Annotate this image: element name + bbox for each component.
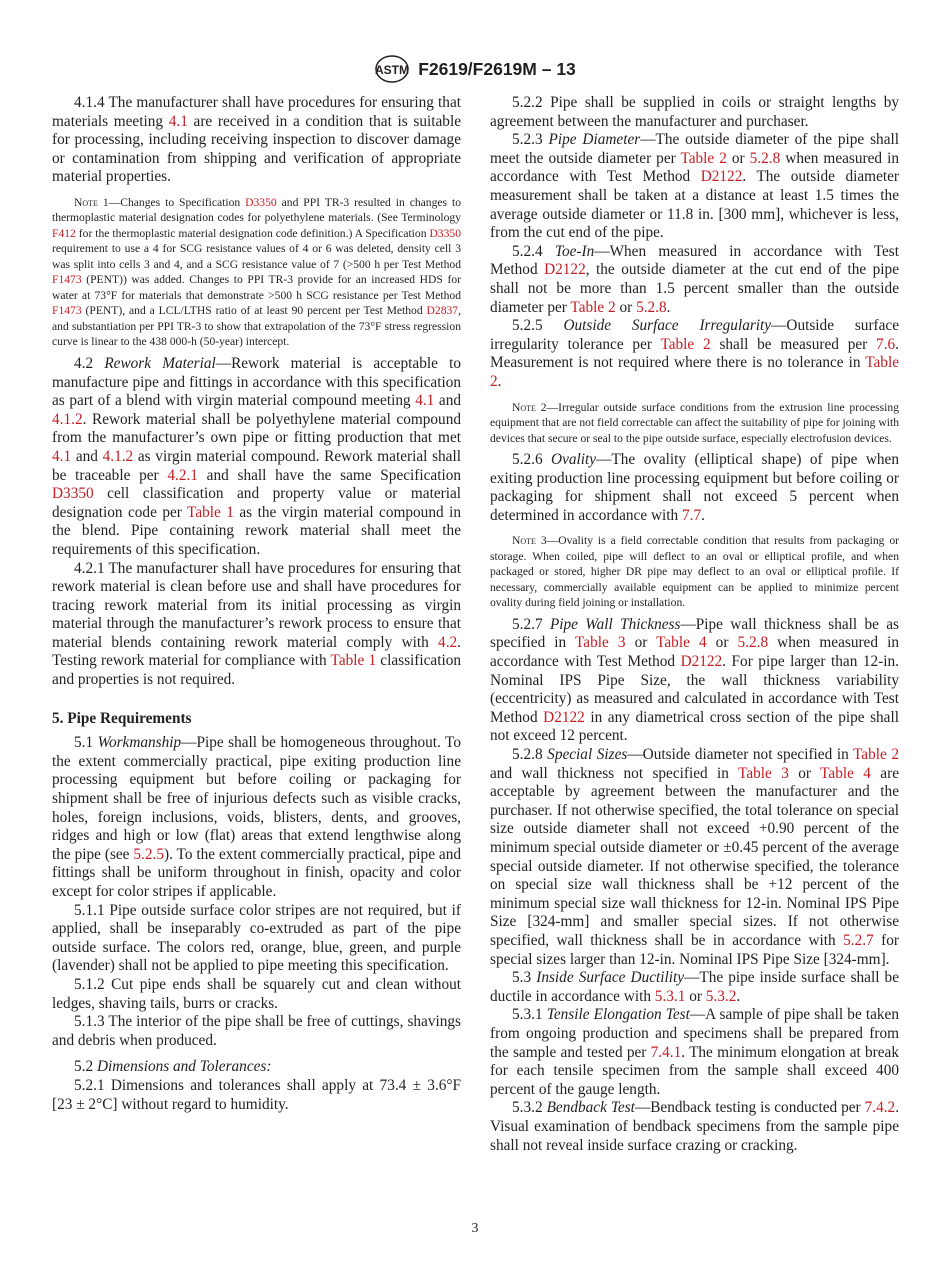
text-run: . The minimum elongation at break for each tensile specimen from the sample shall exceed 400 percent of the gauge length. bbox=[490, 1043, 899, 1098]
paragraph bbox=[52, 560, 461, 690]
note-label: Note bbox=[512, 400, 536, 414]
paragraph bbox=[490, 131, 899, 243]
text-run: (PENT)) was added. Changes to PPI TR-3 provide for an increased HDS for water at 73°F for materials that demonstrate >500 h SCG resistance per Test Method bbox=[52, 273, 461, 302]
text-run: —Outside diameter not specified in bbox=[627, 746, 854, 764]
paragraph bbox=[52, 1013, 461, 1050]
section-title: Toe-In bbox=[554, 242, 595, 260]
cross-reference-link[interactable]: F412 bbox=[52, 226, 76, 240]
cross-reference-link[interactable]: D3350 bbox=[52, 485, 94, 503]
text-run: are received in a condition that is suitable for processing, including receiving inspection to discover damage or contamination from shipping and verification of appropriate material properties. bbox=[52, 112, 461, 186]
paragraph bbox=[52, 1077, 461, 1114]
text-run: 5.2.5 bbox=[512, 317, 564, 335]
text-run: —The outside diameter of the pipe shall meet the outside diameter per bbox=[490, 131, 899, 167]
cross-reference-link[interactable]: 5.3.1 bbox=[654, 987, 686, 1005]
section-title: Rework Material bbox=[104, 354, 216, 372]
text-run: or bbox=[615, 298, 637, 316]
paragraph bbox=[52, 1058, 461, 1077]
note-paragraph bbox=[490, 400, 899, 447]
cross-reference-link[interactable]: 4.2 bbox=[438, 633, 458, 651]
cross-reference-link[interactable]: D3350 bbox=[245, 195, 277, 209]
text-run: . Measurement is not required where there is no tolerance in bbox=[490, 335, 899, 372]
text-run: . bbox=[701, 506, 705, 524]
cross-reference-link[interactable]: 7.4.1 bbox=[650, 1043, 682, 1061]
text-run: and shall have the same Specification bbox=[197, 466, 462, 484]
cross-reference-link[interactable]: D2122 bbox=[544, 261, 586, 279]
text-run: 5.3.2 bbox=[512, 1099, 547, 1117]
section-title: Pipe Wall Thickness bbox=[549, 615, 681, 633]
text-run: . bbox=[666, 298, 671, 316]
text-run: requirement to use a 4 for SCG resistance values of 4 or 6 was deleted, density cell 3 was split into cells 3 and 4, and a SCG resistance value of 7 (>500 h per Test Method bbox=[52, 242, 461, 271]
text-run: 3—Ovality is a field correctable condition that results from packaging or storage. When coiled, pipe will deflect to an oval or elliptical profile, and when packaged or stored, higher DR pipe may deflect to an oval or elliptical profile. If necessary, commercially available equipment can be applied to minimize percent ovality during field joining or installation. bbox=[490, 534, 899, 610]
cross-reference-link[interactable]: 5.2.8 bbox=[749, 149, 781, 167]
section-title: Inside Surface Ductility bbox=[536, 969, 685, 987]
cross-reference-link[interactable]: D2837 bbox=[426, 304, 459, 318]
text-run: for special sizes larger than 12-in. Nominal IPS Pipe Size [324-mm]. bbox=[490, 931, 899, 968]
paragraph bbox=[490, 1006, 899, 1099]
text-run: in any diametrical cross section of the pipe shall not exceed 12 percent. bbox=[490, 708, 899, 745]
text-run: 1—Changes to Specification bbox=[97, 195, 246, 209]
text-run: 5.1.3 The interior of the pipe shall be free of cuttings, shavings and debris when produced. bbox=[52, 1013, 461, 1049]
text-run: 5. Pipe Requirements bbox=[52, 709, 192, 727]
cross-reference-link[interactable]: D2122 bbox=[700, 168, 743, 186]
text-run: 4.2 bbox=[74, 354, 105, 372]
cross-reference-link[interactable]: 5.2.8 bbox=[636, 298, 667, 316]
cross-reference-link[interactable]: 5.3.2 bbox=[705, 987, 737, 1005]
text-run: —Pipe shall be homogeneous throughout. To the extent commercially practical, pipe exiting production line processing equipment but before coiling or packaging for shipment shall be free of injurious defects such as visible cracks, holes, foreign inclusions, voids, blisters, dents, and grooves, ridges and high or low (flat) areas that extend lengthwise along the pipe (see bbox=[52, 734, 461, 863]
text-run: , and substantiation per PPI TR-3 to show that extrapolation of the 73°F stress regression curve is linear to the 438 000-h (50-year) intercept. bbox=[52, 304, 461, 349]
svg-text:ASTM: ASTM bbox=[375, 63, 410, 77]
cross-reference-link[interactable]: Table 2 bbox=[680, 149, 727, 167]
cross-reference-link[interactable]: 4.1.2 bbox=[102, 447, 134, 465]
text-run: 5.1 bbox=[74, 734, 98, 752]
paragraph bbox=[52, 976, 461, 1013]
text-run: cell classification and property value or material designation code per bbox=[52, 485, 461, 521]
cross-reference-link[interactable]: 4.2.1 bbox=[167, 466, 198, 484]
right-column bbox=[490, 94, 899, 1155]
section-title: Tensile Elongation Test bbox=[546, 1006, 690, 1024]
cross-reference-link[interactable]: F1473 bbox=[52, 304, 82, 318]
paragraph bbox=[52, 355, 461, 560]
left-column bbox=[52, 94, 461, 1114]
cross-reference-link[interactable]: 5.2.5 bbox=[133, 845, 164, 863]
cross-reference-link[interactable]: 7.7 bbox=[681, 506, 702, 524]
paragraph bbox=[490, 451, 899, 525]
cross-reference-link[interactable]: Table 2 bbox=[570, 298, 616, 316]
page-header bbox=[0, 54, 950, 84]
text-run: 2—Irregular outside surface conditions from the extrusion line processing equipment that are not field correctable can affect the suitability of pipe for joining with devices that secure or seal to the pipe outside surface, especially electrofusion devices. bbox=[490, 400, 899, 445]
paragraph bbox=[52, 94, 461, 187]
cross-reference-link[interactable]: 4.1 bbox=[168, 112, 188, 130]
section-title: Special Sizes bbox=[547, 746, 628, 764]
cross-reference-link[interactable]: D2122 bbox=[543, 708, 585, 726]
paragraph bbox=[490, 1099, 899, 1155]
text-run: 5.2.7 bbox=[512, 615, 550, 633]
section-title: Workmanship bbox=[97, 734, 182, 752]
note-paragraph bbox=[490, 533, 899, 611]
text-run: ). To the extent commercially practical, pipe and fittings shall be uniform throughout in finish, opacity and color except for color stripes if applicable. bbox=[52, 845, 461, 900]
section-title: Pipe Diameter bbox=[548, 131, 641, 149]
text-run: as the virgin material compound in the blend. Pipe containing rework material shall meet the requirements of this specification. bbox=[52, 503, 461, 558]
cross-reference-link[interactable]: D3350 bbox=[429, 226, 461, 240]
text-run: . The outside diameter measurement shall be taken at a distance at least 1.5 times the average outside diameter or 11.8 in. [300 mm], whichever is less, from the cut end of the pipe. bbox=[490, 168, 899, 242]
text-run: and wall thickness not specified in bbox=[490, 764, 739, 782]
text-run: —Rework material is acceptable to manufacture pipe and fittings in accordance with this specification as part of a blend with virgin material compound meeting bbox=[52, 354, 461, 410]
text-run: 5.2.3 bbox=[512, 131, 549, 149]
paragraph bbox=[490, 616, 899, 746]
text-run: —The pipe inside surface shall be ductile in accordance with bbox=[490, 969, 899, 1005]
text-run: are acceptable by agreement between the manufacturer and the purchaser. If not otherwise specified, the total tolerance on special size outside diameter shall not exceed +0.90 percent of the minimum special outside diameter or ±0.45 percent of the average special outside diameter. If not otherwise specified, the tolerance on special size wall thickness shall be +12 percent of the minimum special size wall thickness for 12-in. Nominal IPS Pipe Size [324-mm] and smaller special sizes. If not otherwise specified, wall thickness shall be in accordance with bbox=[490, 764, 899, 949]
cross-reference-link[interactable]: 4.1 bbox=[52, 447, 72, 465]
cross-reference-link[interactable]: Table 3 bbox=[575, 634, 626, 652]
cross-reference-link[interactable]: 5.2.8 bbox=[737, 634, 769, 652]
text-run: . bbox=[736, 987, 741, 1005]
text-run: (PENT), and a LCL/LTHS ratio of at least 90 percent per Test Method bbox=[81, 304, 427, 318]
cross-reference-link[interactable]: Table 1 bbox=[187, 503, 234, 521]
text-run: 5.2.6 bbox=[512, 451, 552, 468]
text-run: classification and properties is not required. bbox=[52, 652, 462, 689]
document-id: F2619/F2619M – 13 bbox=[418, 58, 576, 79]
text-run: or bbox=[706, 634, 738, 652]
text-run: —A sample of pipe shall be taken from ongoing production and specimens shall be prepared from the sample and tested per bbox=[490, 1006, 899, 1061]
text-run: 5.2 bbox=[74, 1058, 97, 1076]
text-run: or bbox=[788, 764, 821, 782]
text-run: when measured in accordance with Test Method bbox=[490, 634, 899, 671]
cross-reference-link[interactable]: F1473 bbox=[52, 273, 82, 287]
text-run: —The ovality (elliptical shape) of pipe when exiting production line processing equipment but before coiling or packaging for shipment shall not exceed 5 percent when determined in accordance with bbox=[490, 451, 899, 524]
text-run: . Testing rework material for compliance with bbox=[52, 633, 461, 670]
text-run: . Visual examination of bendback specimens from the sample pipe shall not reveal inside surface crazing or cracking. bbox=[490, 1099, 900, 1154]
cross-reference-link[interactable]: 5.2.7 bbox=[843, 931, 874, 949]
cross-reference-link[interactable]: 4.1 bbox=[415, 392, 435, 410]
cross-reference-link[interactable]: Table 1 bbox=[330, 652, 377, 670]
text-run: for the thermoplastic material designation code definition.) A Specification bbox=[75, 226, 430, 240]
cross-reference-link[interactable]: Table 4 bbox=[656, 634, 707, 652]
text-run: —When measured in accordance with Test Method bbox=[490, 242, 900, 279]
cross-reference-link[interactable]: 7.4.2 bbox=[864, 1099, 896, 1117]
note-paragraph bbox=[52, 195, 461, 350]
text-run: 5.1.2 Cut pipe ends shall be squarely cut and clean without ledges, shaving tails, burrs or cracks. bbox=[52, 975, 461, 1012]
text-run: 5.2.1 Dimensions and tolerances shall apply at 73.4 ± 3.6°F [23 ± 2°C] without regard to humidity. bbox=[52, 1076, 461, 1113]
page-number: 3 bbox=[471, 1221, 479, 1236]
text-run: . bbox=[497, 372, 502, 390]
paragraph bbox=[52, 902, 461, 976]
text-run: and bbox=[434, 392, 461, 410]
cross-reference-link[interactable]: Table 2 bbox=[853, 746, 899, 764]
paragraph bbox=[490, 243, 899, 317]
section-title: Outside Surface Irregularity bbox=[563, 317, 772, 335]
text-run: as virgin material compound. Rework material shall be traceable per bbox=[52, 447, 461, 484]
text-run: or bbox=[726, 149, 750, 167]
text-run: —Outside surface irregularity tolerance per bbox=[490, 317, 899, 353]
text-run: and bbox=[71, 447, 103, 465]
text-run: 5.1.1 Pipe outside surface color stripes are not required, but if applied, shall be inseparably co-extruded as part of the pipe outside surface. The colors red, orange, blue, green, and purple (lavender) shall not be applied to pipe meeting this specification. bbox=[52, 901, 461, 975]
text-run: or bbox=[625, 634, 657, 652]
text-run: when measured in accordance with Test Method bbox=[490, 149, 899, 186]
cross-reference-link[interactable]: Table 2 bbox=[490, 354, 899, 390]
paragraph bbox=[52, 734, 461, 901]
text-run: or bbox=[685, 987, 706, 1005]
text-run: 5.3 bbox=[512, 969, 537, 987]
text-run: 5.2.2 Pipe shall be supplied in coils or straight lengths by agreement between the manufacturer and purchaser. bbox=[490, 94, 899, 130]
text-run: —Pipe wall thickness shall be as specified in bbox=[490, 615, 899, 652]
paragraph bbox=[490, 969, 899, 1006]
section-heading bbox=[52, 710, 461, 729]
paragraph bbox=[490, 94, 899, 131]
text-run: . Rework material shall be polyethylene material compound from the manufacturer’s own pipe or fitting production that met bbox=[52, 410, 461, 447]
text-run: 5.3.1 bbox=[512, 1006, 547, 1024]
astm-logo-icon bbox=[374, 54, 410, 84]
text-run: 5.2.8 bbox=[512, 746, 548, 764]
paragraph bbox=[490, 317, 899, 391]
note-label: Note bbox=[74, 195, 98, 209]
cross-reference-link[interactable]: Table 2 bbox=[660, 335, 711, 353]
cross-reference-link[interactable]: Table 4 bbox=[820, 764, 871, 782]
section-title: Ovality bbox=[551, 451, 597, 468]
text-run: and PPI TR-3 resulted in changes to thermoplastic material designation codes for polyethylene materials. (See Terminology bbox=[52, 195, 461, 225]
section-title: Dimensions and Tolerances: bbox=[96, 1058, 272, 1076]
section-title: Bendback Test bbox=[546, 1099, 635, 1117]
cross-reference-link[interactable]: Table 3 bbox=[738, 764, 789, 782]
text-run: 5.2.4 bbox=[512, 242, 555, 260]
text-run: , the outside diameter at the cut end of the pipe shall not be more than 1.5 percent smaller than the outside diameter per bbox=[490, 261, 899, 316]
text-run: —Bendback testing is conducted per bbox=[634, 1099, 865, 1117]
cross-reference-link[interactable]: D2122 bbox=[680, 653, 723, 671]
text-run: . For pipe larger than 12-in. Nominal IPS Pipe Size, the wall thickness variability (eccentricity) as measured and calculated in accordance with Test Method bbox=[490, 653, 899, 726]
paragraph bbox=[490, 746, 899, 969]
text-run: 4.2.1 The manufacturer shall have procedures for ensuring that rework material is clean before use and shall have procedures for tracing rework material from its initial processing as virgin material through the manufacturer’s rework process to ensure that material blends containing rework material comply with bbox=[52, 559, 461, 651]
cross-reference-link[interactable]: 4.1.2 bbox=[52, 410, 83, 428]
text-run: shall be measured per bbox=[710, 335, 877, 353]
note-label: Note bbox=[512, 534, 536, 548]
text-run: 4.1.4 The manufacturer shall have procedures for ensuring that materials meeting bbox=[52, 94, 461, 130]
cross-reference-link[interactable]: 7.6 bbox=[876, 335, 896, 353]
